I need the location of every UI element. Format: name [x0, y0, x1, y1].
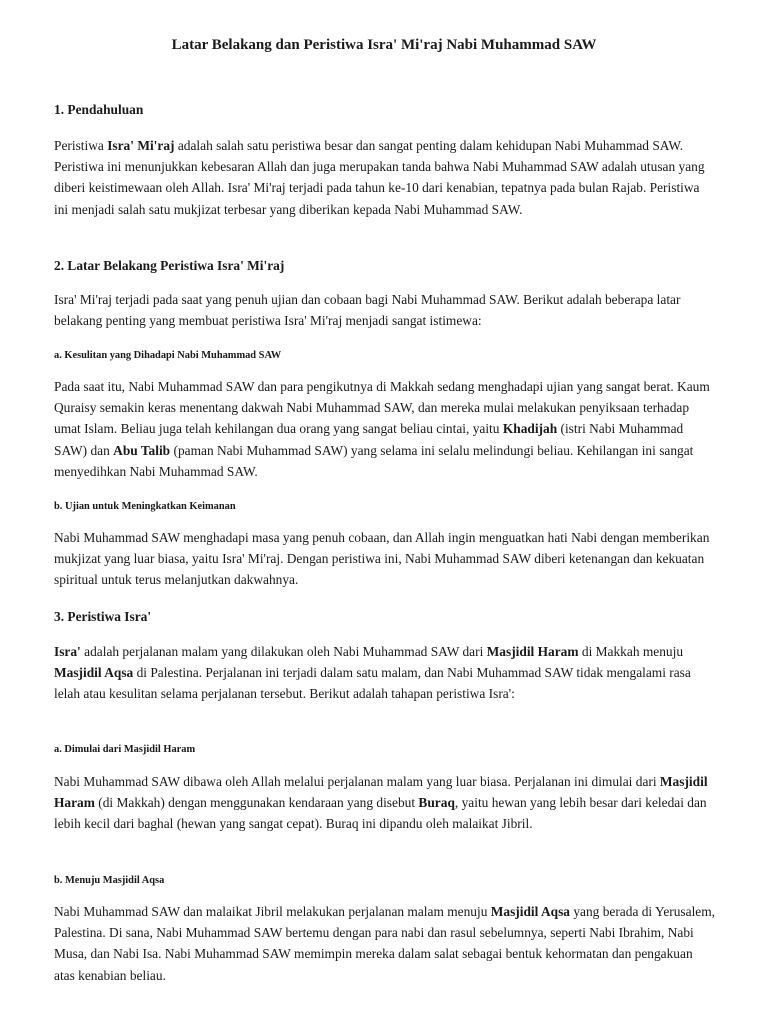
document-title: Latar Belakang dan Peristiwa Isra' Mi'raj Nabi Muhammad SAW [171, 37, 597, 53]
bold-term: Masjidil Aqsa [490, 904, 570, 919]
section-3-intro [54, 641, 716, 705]
text-run: Peristiwa [54, 138, 108, 153]
section-2b-paragraph: Nabi Muhammad SAW menghadapi masa yang penuh cobaan, dan Allah ingin menguatkan hati Nabi dengan memberikan mukjizat yang luar biasa, yaitu Isra' Mi'raj. Dengan peristiwa ini, Nabi Muhammad SAW diberi ketenangan dan kekuatan spiritual untuk terus melanjutkan dakwahnya. [54, 530, 710, 588]
text-run: Nabi Muhammad SAW dibawa oleh Allah melalui perjalanan malam yang luar biasa. Perjalanan ini dimulai dari [54, 774, 660, 789]
section-2b-heading: b. Ujian untuk Meningkatkan Keimanan [54, 501, 236, 512]
section-2a-heading: a. Kesulitan yang Dihadapi Nabi Muhammad SAW [54, 350, 282, 361]
section-3a-paragraph [54, 771, 716, 835]
section-3b-paragraph [54, 901, 716, 986]
text-run: adalah salah satu peristiwa besar dan sangat penting dalam kehidupan Nabi Muhammad SAW. Peristiwa ini menunjukkan kebesaran Allah dan juga merupakan tanda bahwa Nabi Muhammad SAW adalah utusan yang diberi keistimewaan oleh Allah. Isra' Mi'raj terjadi pada tahun ke-10 dari kenabian, tepatnya pada bulan Rajab. Peristiwa ini menjadi salah satu mukjizat terbesar yang diberikan kepada Nabi Muhammad SAW. [54, 138, 705, 217]
bold-term: Isra' [54, 644, 81, 659]
section-1-paragraph [54, 135, 716, 220]
text-run: yang berada di Yerusalem, Palestina. Di sana, Nabi Muhammad SAW bertemu dengan para nabi dan rasul sebelumnya, seperti Nabi Ibrahim, Nabi Musa, dan Nabi Isa. Nabi Muhammad SAW memimpin mereka dalam salat sebagai bentuk kehormatan dan pengakuan atas kenabian beliau. [54, 904, 716, 983]
section-3b-heading: b. Menuju Masjidil Aqsa [54, 875, 165, 886]
section-2-heading: 2. Latar Belakang Peristiwa Isra' Mi'raj [54, 258, 285, 273]
text-run: , yaitu hewan yang lebih besar dari keledai dan lebih kecil dari baghal (hewan yang sangat cepat). Buraq ini dipandu oleh malaikat Jibril. [54, 795, 707, 832]
section-2a-paragraph [54, 376, 716, 482]
bold-term: Masjidil Haram [486, 644, 579, 659]
section-3a-heading: a. Dimulai dari Masjidil Haram [54, 744, 196, 755]
text-run: (istri Nabi Muhammad SAW) dan [54, 421, 684, 458]
text-run: Pada saat itu, Nabi Muhammad SAW dan para pengikutnya di Makkah sedang menghadapi ujian yang sangat berat. Kaum Quraisy semakin keras menentang dakwah Nabi Muhammad SAW, dan mereka mulai melakukan penyiksaan terhadap umat Islam. Beliau juga telah kehilangan dua orang yang sangat beliau cintai, yaitu [54, 379, 710, 437]
bold-term: Khadijah [502, 421, 558, 437]
text-run: Nabi Muhammad SAW dan malaikat Jibril melakukan perjalanan malam menuju [54, 904, 491, 919]
bold-term: Masjidil Aqsa [54, 665, 134, 681]
text-run: (paman Nabi Muhammad SAW) yang selama ini selalu melindungi beliau. Kehilangan ini sangat menyedihkan Nabi Muhammad SAW. [54, 442, 694, 479]
bold-term: Abu Talib [113, 442, 171, 458]
text-run: di Palestina. Perjalanan ini terjadi dalam satu malam, dan Nabi Muhammad SAW tidak mengalami rasa lelah atau kesulitan selama perjalanan tersebut. Berikut adalah tahapan peristiwa Isra': [54, 665, 691, 702]
text-run: (di Makkah) dengan menggunakan kendaraan yang disebut [94, 795, 419, 811]
section-1-heading: 1. Pendahuluan [54, 102, 144, 117]
text-run: adalah perjalanan malam yang dilakukan oleh Nabi Muhammad SAW dari [80, 644, 487, 659]
bold-term: Masjidil Haram [54, 774, 708, 811]
text-run: di Makkah menuju [578, 644, 684, 659]
section-3-heading: 3. Peristiwa Isra' [54, 609, 152, 624]
bold-term: Isra' Mi'raj [107, 138, 175, 153]
section-2-intro: Isra' Mi'raj terjadi pada saat yang penuh ujian dan cobaan bagi Nabi Muhammad SAW. Berikut adalah beberapa latar belakang penting yang membuat peristiwa Isra' Mi'raj menjadi sangat istimewa: [54, 292, 681, 329]
bold-term: Buraq [418, 795, 455, 811]
